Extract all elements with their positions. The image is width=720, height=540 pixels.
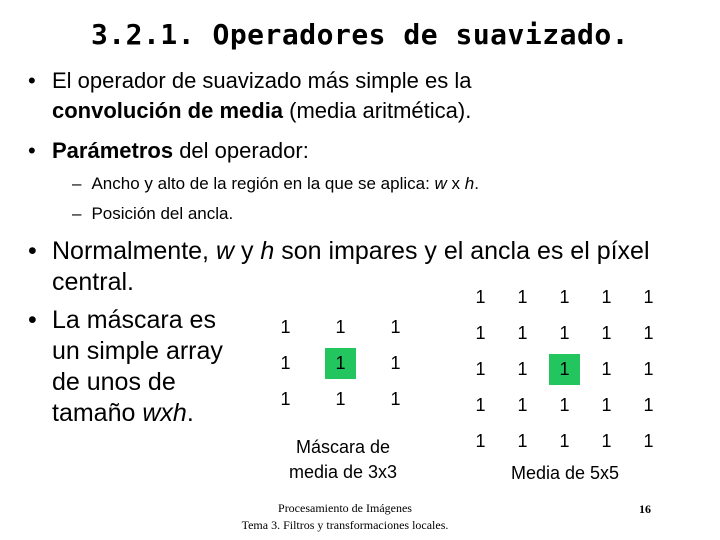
bullet-mark: • bbox=[28, 138, 36, 163]
bullet-text-line1: La máscara es bbox=[52, 306, 216, 334]
dash-mark: – bbox=[72, 204, 82, 223]
mask-cell: 1 bbox=[475, 395, 486, 415]
mask-anchor-cell: 1 bbox=[549, 354, 580, 385]
var-wxh: wxh bbox=[142, 399, 187, 427]
mask-cell: 1 bbox=[517, 359, 528, 379]
mask-cell: 1 bbox=[559, 287, 570, 307]
bullet-text-line4 bbox=[52, 398, 194, 429]
mask-cell: 1 bbox=[601, 323, 612, 343]
caption-line2: media de 3x3 bbox=[288, 462, 398, 482]
sub-bullet-width-height bbox=[72, 172, 479, 196]
mask-cell: 1 bbox=[559, 395, 570, 415]
mask-cell: 1 bbox=[601, 395, 612, 415]
mask-cell: 1 bbox=[517, 323, 528, 343]
mask-cell: 1 bbox=[601, 431, 612, 451]
bullet-parameters bbox=[28, 136, 678, 166]
sub-text: Ancho y alto de la región en la que se aplica: bbox=[91, 174, 435, 193]
mask-cell: 1 bbox=[517, 431, 528, 451]
bullet-text-line2 bbox=[52, 96, 471, 126]
bold-term: Parámetros bbox=[52, 138, 174, 163]
sub-text-post: . bbox=[474, 174, 479, 193]
sub-text-mid: x bbox=[446, 174, 465, 193]
bullet-text-line1 bbox=[52, 236, 650, 267]
mask-cell: 1 bbox=[517, 287, 528, 307]
mask-cell: 1 bbox=[601, 359, 612, 379]
page-number: 16 bbox=[639, 502, 651, 516]
mask-cell: 1 bbox=[390, 389, 401, 409]
var-w: w bbox=[434, 174, 447, 193]
bullet-mark: • bbox=[28, 237, 37, 265]
mask-cell: 1 bbox=[601, 287, 612, 307]
mask-cell: 1 bbox=[390, 317, 401, 337]
footer-topic: Tema 3. Filtros y transformaciones locales. bbox=[241, 518, 449, 532]
dash-mark: – bbox=[72, 174, 82, 193]
bullet-text-line1: El operador de suavizado más simple es la bbox=[52, 68, 472, 93]
var-w: w bbox=[215, 237, 235, 265]
mask-cell: 1 bbox=[517, 395, 528, 415]
bullet-mark: • bbox=[28, 68, 36, 93]
bullet-text-post: son impares y el ancla es el píxel bbox=[274, 237, 650, 265]
bullet-text-post: . bbox=[186, 399, 194, 427]
bullet-text-rest: del operador: bbox=[173, 138, 309, 163]
bullet-mark: • bbox=[28, 306, 37, 334]
mask-cell: 1 bbox=[643, 395, 654, 415]
mask-cell: 1 bbox=[280, 317, 291, 337]
mask-cell: 1 bbox=[559, 323, 570, 343]
bullet-text bbox=[52, 136, 309, 166]
bullet-text-pre: tamaño bbox=[52, 399, 143, 427]
mask-5x5-caption: Media de 5x5 bbox=[510, 463, 620, 483]
caption-line1: Máscara de bbox=[295, 437, 391, 457]
footer-course: Procesamiento de Imágenes bbox=[278, 501, 412, 515]
bullet-text-line2: central. bbox=[52, 268, 134, 296]
mask-anchor-cell: 1 bbox=[325, 348, 356, 379]
mask-cell: 1 bbox=[643, 287, 654, 307]
sub-text: Posición del ancla. bbox=[91, 204, 234, 223]
slide-title: 3.2.1. Operadores de suavizado. bbox=[90, 18, 630, 51]
bullet-text-mid: y bbox=[234, 237, 261, 265]
mask-cell: 1 bbox=[643, 431, 654, 451]
mask-cell: 1 bbox=[390, 353, 401, 373]
bullet-text-pre: Normalmente, bbox=[52, 237, 216, 265]
mask-cell: 1 bbox=[335, 389, 346, 409]
bullet-text-rest: (media aritmética). bbox=[283, 98, 472, 123]
var-h: h bbox=[260, 237, 275, 265]
bold-term: convolución de media bbox=[52, 98, 284, 123]
mask-cell: 1 bbox=[475, 431, 486, 451]
var-h: h bbox=[464, 174, 475, 193]
bullet-text-line3: de unos de bbox=[52, 368, 176, 396]
mask-cell: 1 bbox=[475, 287, 486, 307]
mask-cell: 1 bbox=[475, 323, 486, 343]
mask-cell: 1 bbox=[559, 431, 570, 451]
mask-cell: 1 bbox=[280, 389, 291, 409]
bullet-text-line2: un simple array bbox=[52, 337, 223, 365]
sub-bullet-anchor bbox=[72, 202, 233, 226]
bullet-smoothing-operator bbox=[28, 66, 678, 126]
mask-cell: 1 bbox=[280, 353, 291, 373]
mask-cell: 1 bbox=[335, 317, 346, 337]
mask-cell: 1 bbox=[643, 359, 654, 379]
mask-3x3-caption bbox=[258, 435, 428, 485]
bullet-mask-array bbox=[28, 305, 258, 429]
footer bbox=[180, 500, 510, 534]
mask-cell: 1 bbox=[475, 359, 486, 379]
mask-cell: 1 bbox=[643, 323, 654, 343]
